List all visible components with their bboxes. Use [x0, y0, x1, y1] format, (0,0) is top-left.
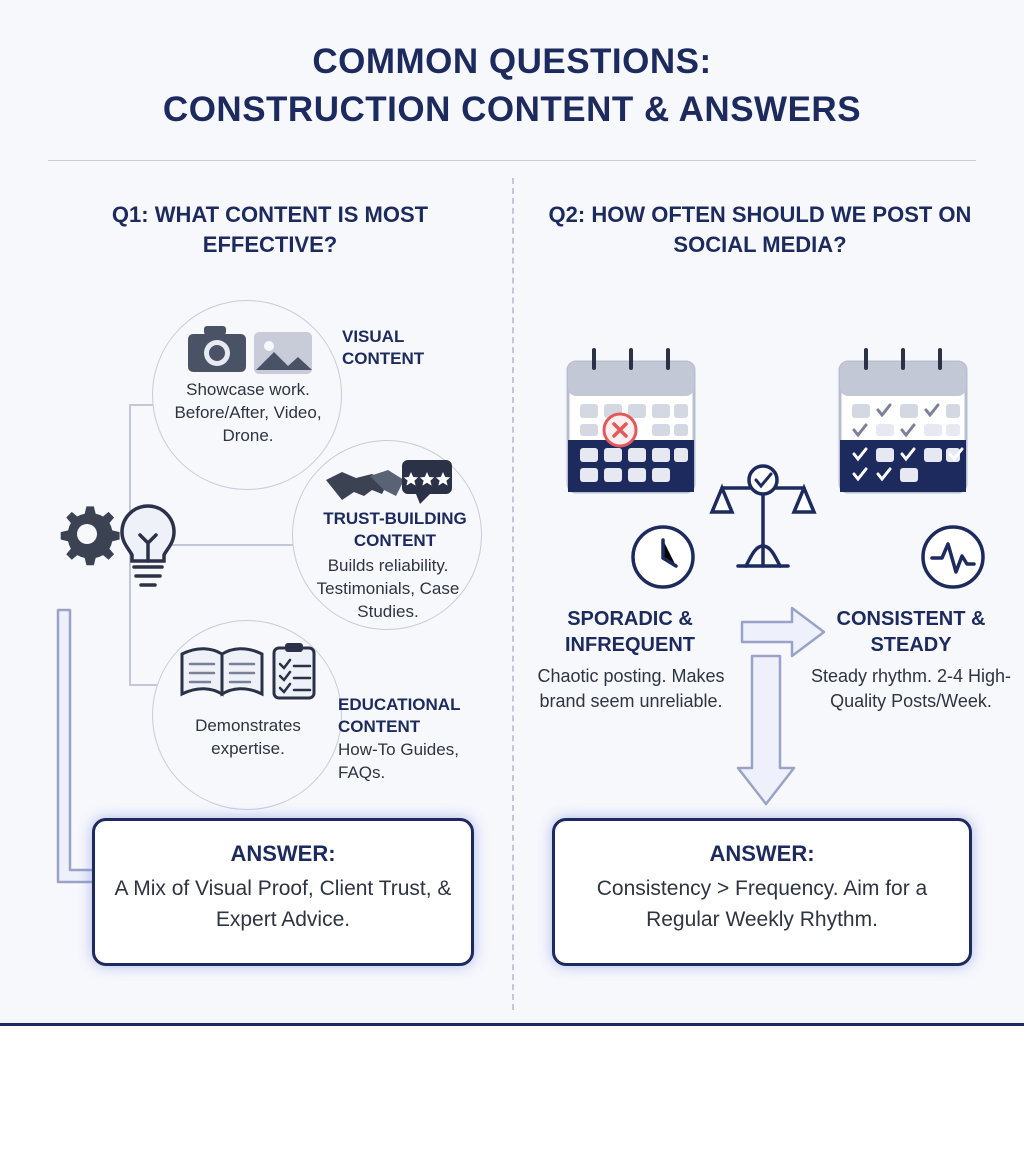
handshake-icon — [324, 458, 454, 508]
question-1-heading: Q1: WHAT CONTENT IS MOST EFFECTIVE? — [111, 202, 429, 257]
calendar-check-icon — [828, 346, 978, 506]
answer-left-title: ANSWER: — [230, 841, 336, 866]
consistent-state-body: Steady rhythm. 2-4 High-Quality Posts/Week. — [810, 666, 1012, 711]
page-title — [0, 38, 1024, 134]
title-divider — [48, 160, 976, 161]
educational-content-extra: How-To Guides, FAQs. — [338, 740, 459, 782]
camera-icon — [186, 322, 316, 376]
gear-lightbulb-icon — [52, 478, 192, 598]
answer-right-title: ANSWER: — [709, 841, 815, 866]
educational-content-label: EDUCATIONAL CONTENT — [338, 695, 461, 736]
trust-content-label: TRUST-BUILDING CONTENT — [323, 509, 467, 550]
consistent-state-label: CONSISTENT & STEADY — [836, 608, 986, 656]
sporadic-state-body: Chaotic posting. Makes brand seem unreliable. — [537, 666, 725, 711]
trust-content-body: Builds reliability. Testimonials, Case Studies. — [316, 556, 460, 621]
arrow-down-icon — [732, 652, 802, 812]
educational-content-body: Demonstrates expertise. — [195, 716, 301, 758]
answer-box-right — [552, 818, 972, 966]
title-line-2: CONSTRUCTION CONTENT & ANSWERS — [162, 90, 862, 129]
answer-box-left — [92, 818, 474, 966]
balance-scale-icon — [708, 458, 818, 588]
sporadic-state-label: SPORADIC & INFREQUENT — [565, 608, 695, 656]
answer-right-text: Consistency > Frequency. Aim for a Regular Weekly Rhythm. — [596, 877, 928, 931]
visual-content-label: VISUAL CONTENT — [342, 327, 425, 368]
answer-left-text: A Mix of Visual Proof, Client Trust, & Expert Advice. — [114, 877, 452, 931]
open-book-icon — [178, 642, 318, 704]
clock-icon — [628, 522, 698, 592]
calendar-error-icon — [556, 346, 706, 506]
visual-content-body: Showcase work. Before/After, Video, Drone. — [174, 380, 322, 445]
bottom-strip — [0, 1026, 1024, 1154]
pulse-icon — [918, 522, 988, 592]
title-line-1: COMMON QUESTIONS: — [312, 42, 712, 81]
question-2-heading: Q2: HOW OFTEN SHOULD WE POST ON SOCIAL MEDIA? — [548, 202, 972, 257]
